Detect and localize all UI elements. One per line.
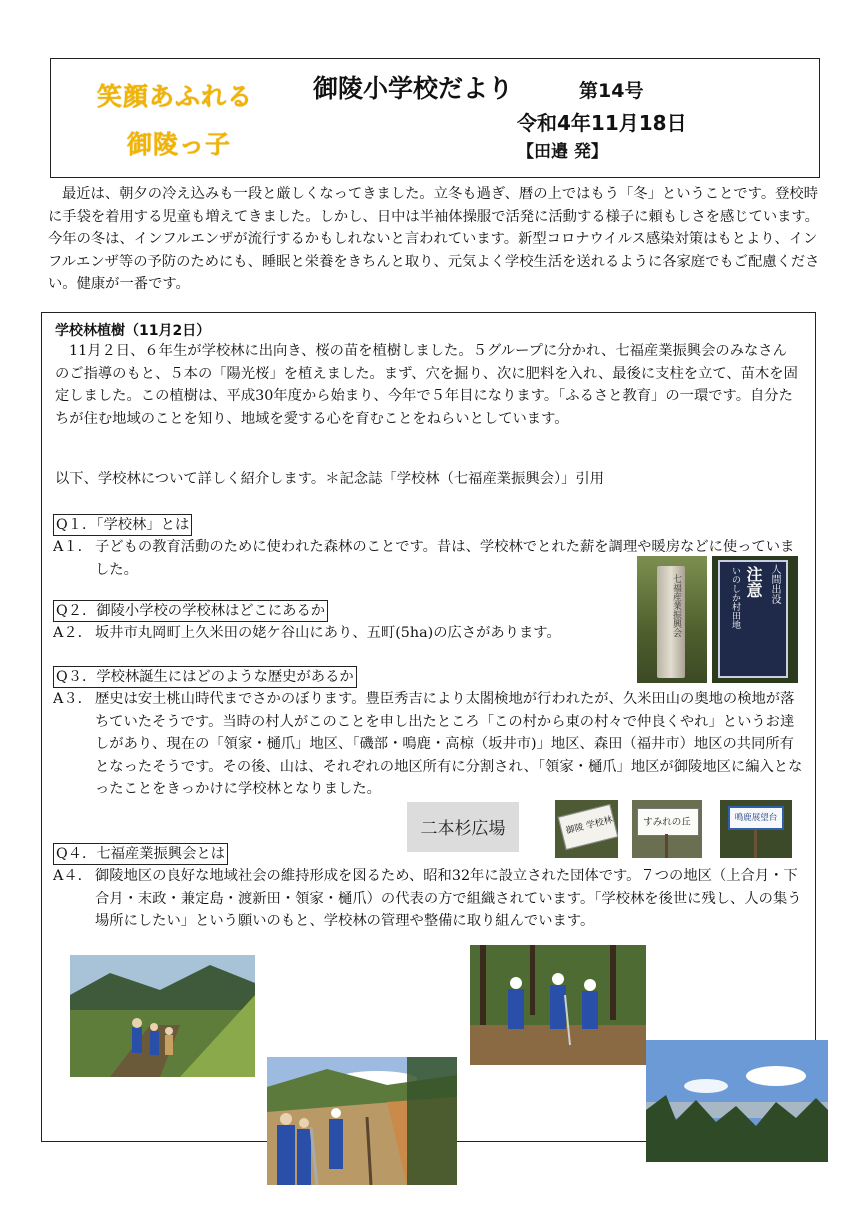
answer-2-text: 坂井市丸岡町上久米田の姥ケ谷山にあり、五町(5ha)の広さがあります。 [95, 625, 561, 641]
narushika-sign-text: 鳴鹿展望台 [734, 813, 778, 823]
scenic-view-photo [646, 1040, 828, 1162]
newsletter-title: 御陵小学校だより [313, 74, 514, 103]
answer-4-label: A４． [53, 868, 92, 884]
trail-walk-photo [70, 955, 255, 1077]
trail-walk-image [70, 955, 255, 1077]
answer-3 [53, 688, 803, 801]
question-4: Q４．七福産業振興会とは [53, 843, 228, 865]
wildlife-warning-photo [712, 556, 798, 683]
answer-2-label: A２． [53, 625, 92, 641]
slogan-line1: 笑顔あふれる [97, 82, 254, 111]
warning-main: 注意 [744, 566, 763, 598]
warning-sub: いのしか村田地 [730, 566, 740, 629]
school-forest-sign-photo [555, 800, 618, 858]
narushika-sign-photo [720, 800, 792, 858]
forest-post-photo [637, 556, 707, 683]
school-forest-sign-text: 御陵 学校林 [564, 815, 614, 837]
answer-1-label: A１． [53, 539, 92, 555]
slope-work-image [267, 1057, 457, 1185]
question-2: Q２．御陵小学校の学校林はどこにあるか [53, 600, 328, 622]
scenic-view-image [646, 1040, 828, 1162]
tree-planting-photo [470, 945, 646, 1065]
section-title: 学校林植樹（11月2日） [55, 323, 211, 339]
question-3: Q３．学校林誕生にはどのような歴史があるか [53, 666, 357, 688]
author: 【田邉 発】 [517, 142, 608, 162]
answer-3-text: 歴史は安土桃山時代までさかのぼります。豊臣秀吉により太閤検地が行われたが、久米田山の奥地の検地が落ちていたそうです。当時の村人がこのことを申し出たところ「この村から東の村々で仲良くやれ」というお達しがあり、現在の「領家・樋爪」地区、「磯部・鳴鹿・高椋（坂井市)」地区、森田（福井市）地区の共同所有となったそうです。その後、山は、それぞれの地区所有に分割され、「領家・樋爪」地区が御陵地区に編入となったことをきっかけに学校林となりました。 [95, 691, 803, 797]
answer-4 [53, 865, 803, 933]
question-1: Q１．「学校林」とは [53, 514, 192, 536]
nihonsugi-sign-text: 二本杉広場 [420, 819, 506, 839]
intro-paragraph: 最近は、朝夕の冷え込みも一段と厳しくなってきました。立冬も過ぎ、暦の上ではもう「冬」ということです。登校時に手袋を着用する児童も増えてきました。しかし、日中は半袖体操服で活発に活動する様子に頼もしさを感じています。今年の冬は、インフルエンザが流行するかもしれないと言われています。新型コロナウイルス感染対策はもとより、インフルエンザ等の予防のためにも、睡眠と栄養をきちんと取り、元気よく学校生活を送れるように各家庭でもご配慮ください。健康が一番です。 [48, 186, 820, 292]
sumire-sign-text: すみれの丘 [643, 817, 691, 828]
issue-number: 第14号 [579, 80, 644, 102]
nihonsugi-sign-photo [407, 802, 519, 852]
issue-date: 令和4年11月18日 [517, 111, 687, 135]
warning-title: 人間出没 [769, 564, 780, 604]
slogan-line2: 御陵っ子 [127, 130, 232, 159]
section-intro2: 以下、学校林について詳しく紹介します。＊記念誌「学校林（七福産業振興会）」引用 [55, 471, 604, 487]
sumire-sign-photo [632, 800, 702, 858]
tree-planting-image [470, 945, 646, 1065]
answer-3-label: A３． [53, 691, 92, 707]
slope-work-photo [267, 1057, 457, 1185]
answer-4-text: 御陵地区の良好な地域社会の維持形成を図るため、昭和32年に設立された団体です。７つの地区（上合月・下合月・末政・兼定島・渡新田・領家・樋爪）の代表の方で組織されています。「学校林を後世に残し、人の集う場所にしたい」という願いのもと、学校林の管理や整備に取り組んでいます。 [95, 868, 802, 929]
section-body: 11月２日、６年生が学校林に出向き、桜の苗を植樹しました。５グループに分かれ、七福産業振興会のみなさんのご指導のもと、５本の「陽光桜」を植えました。まず、穴を掘り、次に肥料を入れ、最後に支柱を立て、苗木を固定しました。この植樹は、平成30年度から始まり、今年で５年目になります。「ふるさと教育」の一環です。自分たちが住む地域のことを知り、地域を愛する心を育むことをねらいとしています。 [55, 343, 798, 427]
answer-1-text: 子どもの教育活動のために使われた森林のことです。昔は、学校林でとれた薪を調理や暖房などに使っていました。 [95, 539, 795, 578]
answer-2 [53, 622, 653, 645]
header-box [50, 58, 820, 178]
post-inscription: 七福産業振興会 [671, 574, 681, 637]
